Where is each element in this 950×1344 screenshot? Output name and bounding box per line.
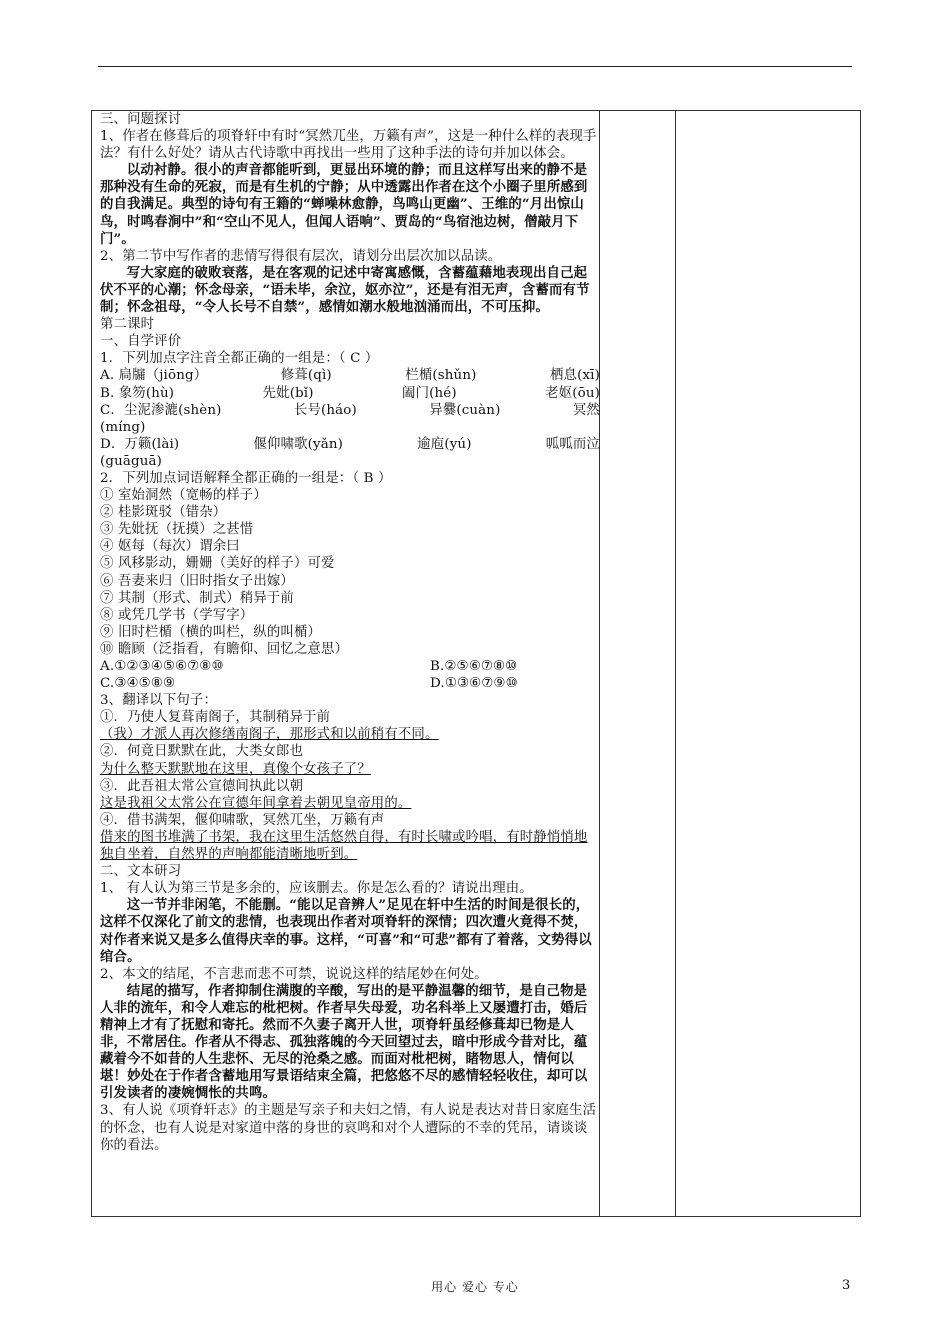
option-continuation: (guāguā): [100, 453, 163, 469]
option-item: 逾庖(yú): [417, 436, 472, 452]
option-row: [100, 402, 600, 419]
option-item: C.③④⑤⑧⑨: [100, 676, 176, 692]
translation: （我）才派人再次修缮南阁子，那形式和以前稍有不同。: [100, 727, 439, 743]
option-item: B. 象笏(hù): [100, 385, 175, 401]
question-text: 3、翻译以下句子：: [100, 693, 217, 709]
option-item: 老妪(ōu): [545, 385, 600, 401]
footer-text: 用心 爱心 专心: [431, 1280, 519, 1294]
option-item: D.①③⑥⑦⑨⑩: [430, 676, 518, 692]
option-row: [100, 658, 600, 675]
section-heading: 二、文本研习: [100, 864, 182, 880]
list-item: ② 桂影斑驳（错杂）: [100, 505, 227, 521]
list-item: ⑧ 或凭几学书（学写字）: [100, 607, 254, 623]
section-heading: 三、问题探讨: [100, 112, 182, 127]
list-item: ⑦ 其制（形式、制式）稍异于前: [100, 590, 294, 606]
header-rule: [98, 66, 852, 67]
option-item: 阖门(hé): [402, 385, 457, 401]
question-text: 2．下列加点词语解释全都正确的一组是：（ B ）: [100, 470, 392, 486]
option-item: 修葺(qì): [280, 368, 332, 384]
option-item: 呱呱而泣: [545, 436, 600, 452]
option-row: [100, 367, 600, 384]
column-divider: [675, 111, 676, 1216]
question-text: 1、作者在修葺后的项脊轩中有时“冥然兀坐，万籁有声”，这是一种什么样的表现手法？有什么好处？请从古代诗歌中再找出一些用了这种手法的诗句并加以体会。: [100, 129, 597, 162]
option-continuation: (míng): [100, 419, 146, 435]
option-item: 栏楯(shǔn): [405, 368, 477, 384]
sentence: ③．此吾祖太常公宣德间执此以朝: [100, 778, 304, 794]
list-item: ③ 先妣抚（抚摸）之甚惜: [100, 522, 254, 538]
question-text: 1、 有人认为第三节是多余的，应该删去。你是怎么看的？请说出理由。: [100, 881, 533, 897]
option-item: A.①②③④⑤⑥⑦⑧⑩: [100, 659, 224, 674]
option-item: 栖息(xī): [550, 368, 600, 384]
translation: 为什么整天默默地在这里，真像个女孩子了？: [100, 761, 371, 777]
list-item: ④ 妪每（每次）谓余曰: [100, 539, 240, 555]
section-heading: 一、自学评价: [100, 334, 182, 350]
list-item: ⑨ 旧时栏楯（横的叫栏，纵的叫楯）: [100, 624, 322, 640]
list-item: ① 室始洞然（宽畅的样子）: [100, 488, 267, 504]
option-item: 长号(háo): [293, 402, 357, 418]
list-item: ⑩ 瞻顾（泛指看，有瞻仰、回忆之意思）: [100, 641, 349, 657]
option-row: [100, 675, 600, 692]
option-item: 冥然: [572, 402, 600, 418]
page-number: 3: [842, 1278, 851, 1293]
answer-text: 以动衬静。很小的声音都能听到，更显出环境的静；而且这样写出来的静不是那种没有生命的死寂，而是有生机的宁静；从中透露出作者在这个小圈子里所感到的自我满足。典型的诗句有王籍的“蝉噪林愈静，鸟鸣山更幽”、王维的“月出惊山鸟，时鸣春涧中”和“空山不见人，但闻人语响”、贾岛的“鸟宿池边树，僧敲月下门”。: [100, 162, 588, 247]
option-row: [100, 436, 600, 453]
list-item: ⑥ 吾妻来归（旧时指女子出嫁）: [100, 573, 294, 589]
answer-text: 结尾的描写，作者抑制住满腹的辛酸，写出的是平静温馨的细节，是自己物是人非的流年，和令人难忘的枇杷树。作者早失母爱，功名科举上又屡遭打击，婚后精神上才有了抚慰和寄托。然而不久妻子离开人世，项脊轩虽经修葺却已物是人非，不常居住。作者从不得志、孤独落魄的今天回望过去，暗中形成今昔对比，蕴藏着今不如昔的人生悲怀、无尽的沧桑之感。而面对枇杷树，睹物思人，情何以堪！妙处在于作者含蓄地用写景语结束全篇，把悠悠不尽的感情轻轻收住，却可以引发读者的凄婉惆怅的共鸣。: [100, 982, 588, 1102]
option-item: 偃仰啸歌(yǎn): [253, 436, 344, 452]
option-item: D．万籁(lài): [100, 436, 180, 452]
question-text: 3、有人说《项脊轩志》的主题是写亲子和夫妇之情，有人说是表达对昔日家庭生活的怀念，也有人说是对家道中落的身世的哀鸣和对个人遭际的不幸的凭吊，请谈谈你的看法。: [100, 1103, 597, 1153]
answer-text: 写大家庭的破败衰落，是在客观的记述中寄寓感慨，含蓄蕴藉地表现出自己起伏不平的心潮；怀念母亲，“语未毕，余泣，妪亦泣”，还是有泪无声，含蓄而有节制；怀念祖母，“令人长号不自禁”，感情如潮水般地汹涌而出，不可压抑。: [100, 264, 590, 316]
option-item: C．尘泥渗漉(shèn): [100, 402, 222, 418]
option-item: 先妣(bǐ): [262, 385, 314, 401]
translation: 借来的图书堆满了书架，我在这里生活悠然自得，有时长啸或吟唱，有时静悄悄地独自坐着，自然界的声响都能清晰地听到。: [100, 829, 588, 863]
question-text: 1．下列加点字注音全都正确的一组是：（ C ）: [100, 351, 379, 367]
option-item: 异爨(cuàn): [429, 402, 501, 418]
translation: 这是我祖父太常公在宣德年间拿着去朝见皇帝用的。: [100, 795, 412, 811]
option-row: [100, 385, 600, 402]
list-item: ⑤ 风移影动，姗姗（美好的样子）可爱: [100, 556, 335, 572]
question-text: 2、本文的结尾，不言悲而悲不可禁，说说这样的结尾妙在何处。: [100, 966, 488, 982]
option-item: A. 扃牖（jiōng）: [100, 368, 208, 384]
sentence: ④．借书满架，偃仰啸歌，冥然兀坐，万籁有声: [100, 812, 385, 828]
question-text: 2、第二节中写作者的悲情写得很有层次，请划分出层次加以品读。: [100, 248, 502, 264]
sentence: ①．乃使人复葺南阁子，其制稍异于前: [100, 710, 331, 726]
lesson-heading: 第二课时: [100, 317, 155, 333]
option-item: B.②⑤⑥⑦⑧⑩: [430, 659, 518, 674]
sentence: ②．何竟日默默在此，大类女郎也: [100, 744, 304, 760]
main-content-cell: [100, 111, 600, 1154]
answer-text: 这一节并非闲笔，不能删。“能以足音辨人”足见在轩中生活的时间是很长的，这样不仅深化了前文的悲情，也表现出作者对项脊轩的深情；四次遭火竟得不焚，对作者来说又是多么值得庆幸的事。这样，“可喜”和“可悲”都有了着落，文势得以绾合。: [100, 897, 592, 965]
